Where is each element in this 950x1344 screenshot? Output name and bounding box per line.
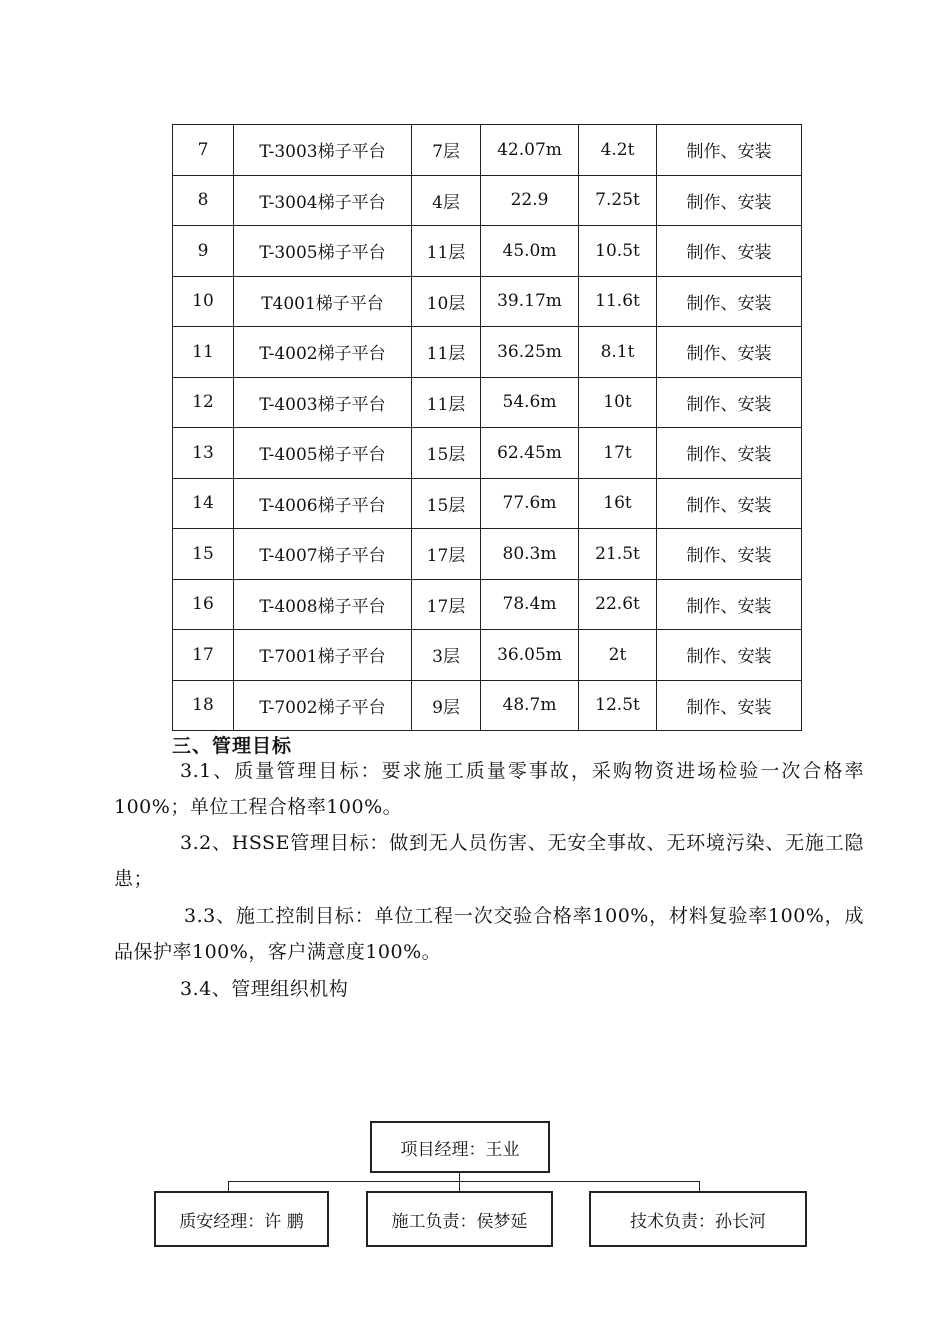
org-technical-lead-box: 技术负责：孙长河 [589,1191,807,1247]
work-scope-cell: 制作、安装 [657,125,802,176]
height-cell: 45.0m [481,226,579,277]
work-scope-cell: 制作、安装 [657,428,802,479]
floor-count-cell: 17层 [412,529,481,580]
work-scope-cell: 制作、安装 [657,680,802,731]
table-row [173,630,802,681]
work-scope-cell: 制作、安装 [657,226,802,277]
table-row [173,226,802,277]
weight-cell: 11.6t [579,276,657,327]
hsse-goal-paragraph: 3.2、HSSE管理目标：做到无人员伤害、无安全事故、无环境污染、无施工隐患； [114,832,864,890]
height-cell: 78.4m [481,579,579,630]
table-row [173,377,802,428]
equipment-table [172,124,802,731]
height-cell: 80.3m [481,529,579,580]
work-scope-cell: 制作、安装 [657,478,802,529]
row-number-cell: 11 [173,327,234,378]
weight-cell: 10.5t [579,226,657,277]
work-scope-cell: 制作、安装 [657,579,802,630]
org-connector-horizontal [228,1181,700,1182]
equipment-name-cell: T-4002梯子平台 [234,327,412,378]
equipment-name-cell: T-7002梯子平台 [234,680,412,731]
equipment-name-cell: T-3004梯子平台 [234,175,412,226]
org-connector-vertical-center [459,1173,460,1192]
row-number-cell: 17 [173,630,234,681]
weight-cell: 4.2t [579,125,657,176]
table-row [173,175,802,226]
table-row [173,428,802,479]
floor-count-cell: 3层 [412,630,481,681]
row-number-cell: 10 [173,276,234,327]
table-row [173,680,802,731]
row-number-cell: 12 [173,377,234,428]
equipment-name-cell: T-4007梯子平台 [234,529,412,580]
org-construction-lead-box: 施工负责：侯梦延 [366,1191,553,1247]
equipment-name-cell: T4001梯子平台 [234,276,412,327]
height-cell: 42.07m [481,125,579,176]
weight-cell: 22.6t [579,579,657,630]
weight-cell: 12.5t [579,680,657,731]
row-number-cell: 9 [173,226,234,277]
floor-count-cell: 9层 [412,680,481,731]
floor-count-cell: 17层 [412,579,481,630]
floor-count-cell: 10层 [412,276,481,327]
floor-count-cell: 7层 [412,125,481,176]
row-number-cell: 13 [173,428,234,479]
row-number-cell: 14 [173,478,234,529]
height-cell: 62.45m [481,428,579,479]
equipment-name-cell: T-3005梯子平台 [234,226,412,277]
equipment-name-cell: T-7001梯子平台 [234,630,412,681]
equipment-table-body [173,125,802,731]
quality-goal-paragraph: 3.1、质量管理目标：要求施工质量零事故，采购物资进场检验一次合格率100%；单位工程合格率100%。 [114,760,864,818]
row-number-cell: 18 [173,680,234,731]
weight-cell: 16t [579,478,657,529]
row-number-cell: 8 [173,175,234,226]
work-scope-cell: 制作、安装 [657,630,802,681]
floor-count-cell: 11层 [412,327,481,378]
table-row [173,276,802,327]
floor-count-cell: 11层 [412,226,481,277]
height-cell: 36.25m [481,327,579,378]
section-title: 三、管理目标 [172,735,293,757]
floor-count-cell: 11层 [412,377,481,428]
work-scope-cell: 制作、安装 [657,377,802,428]
height-cell: 77.6m [481,478,579,529]
equipment-name-cell: T-4005梯子平台 [234,428,412,479]
weight-cell: 2t [579,630,657,681]
org-project-manager-box: 项目经理：王业 [370,1121,550,1173]
weight-cell: 10t [579,377,657,428]
equipment-name-cell: T-4006梯子平台 [234,478,412,529]
work-scope-cell: 制作、安装 [657,327,802,378]
table-row [173,579,802,630]
equipment-name-cell: T-3003梯子平台 [234,125,412,176]
equipment-name-cell: T-4003梯子平台 [234,377,412,428]
table-row [173,529,802,580]
weight-cell: 21.5t [579,529,657,580]
height-cell: 36.05m [481,630,579,681]
row-number-cell: 16 [173,579,234,630]
height-cell: 48.7m [481,680,579,731]
floor-count-cell: 15层 [412,428,481,479]
floor-count-cell: 4层 [412,175,481,226]
table-row [173,327,802,378]
equipment-name-cell: T-4008梯子平台 [234,579,412,630]
table-row [173,125,802,176]
work-scope-cell: 制作、安装 [657,276,802,327]
work-scope-cell: 制作、安装 [657,529,802,580]
row-number-cell: 15 [173,529,234,580]
row-number-cell: 7 [173,125,234,176]
height-cell: 22.9 [481,175,579,226]
table-row [173,478,802,529]
height-cell: 54.6m [481,377,579,428]
org-safety-manager-box: 质安经理：许 鹏 [154,1191,329,1247]
floor-count-cell: 15层 [412,478,481,529]
weight-cell: 7.25t [579,175,657,226]
construction-control-paragraph: 3.3、施工控制目标：单位工程一次交验合格率100%，材料复验率100%，成品保护率100%，客户满意度100%。 [114,905,864,963]
weight-cell: 17t [579,428,657,479]
work-scope-cell: 制作、安装 [657,175,802,226]
weight-cell: 8.1t [579,327,657,378]
height-cell: 39.17m [481,276,579,327]
org-structure-heading: 3.4、管理组织机构 [180,978,349,1000]
